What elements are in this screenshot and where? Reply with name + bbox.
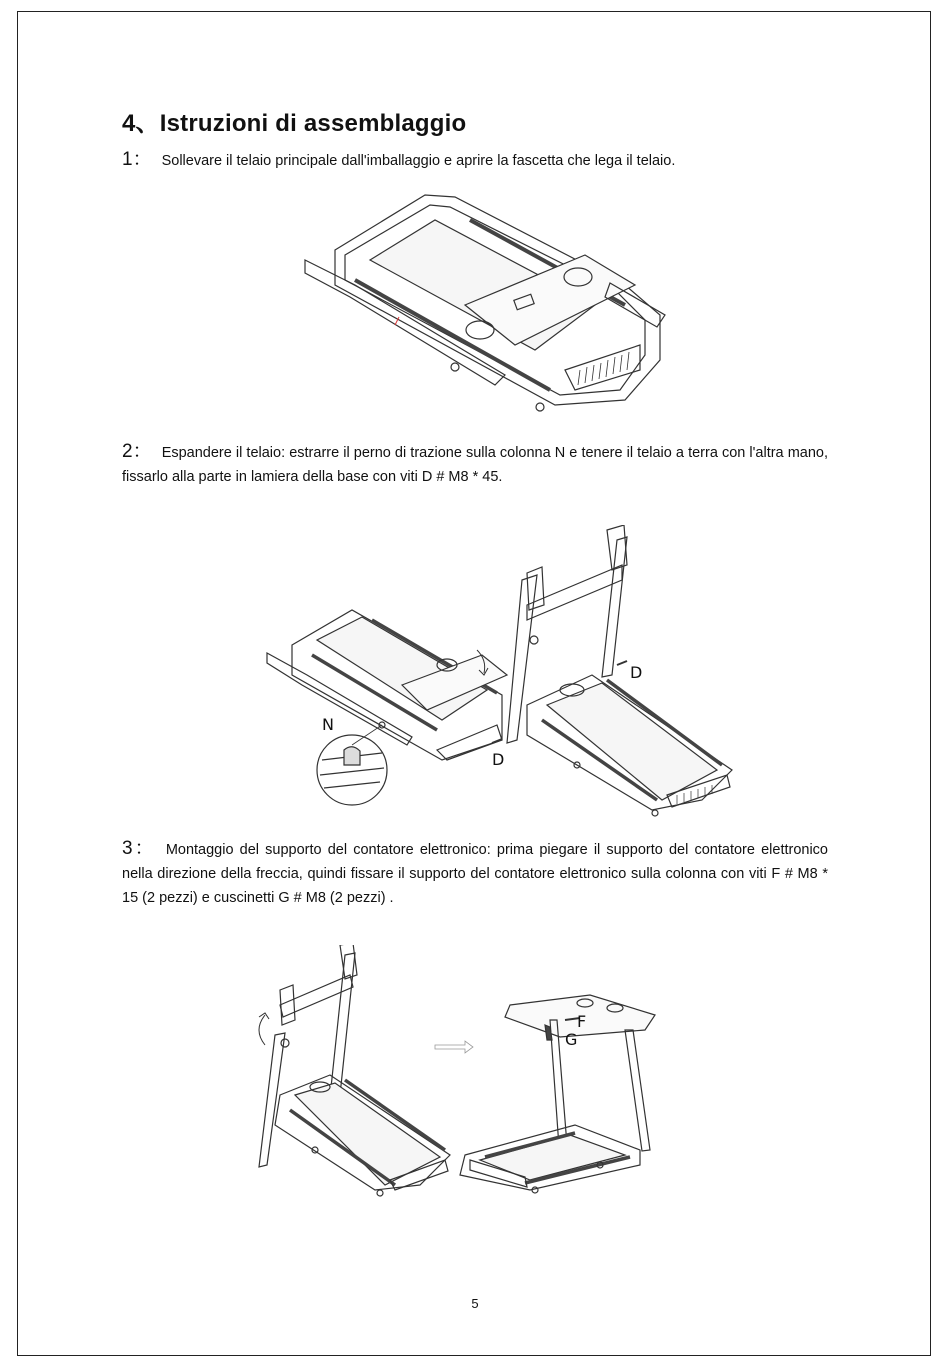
label-g: G xyxy=(565,1030,578,1049)
step-1-text: Sollevare il telaio principale dall'imballaggio e aprire la fascetta che lega il telaio. xyxy=(161,153,676,169)
page-number: 5 xyxy=(471,1296,479,1311)
page-title: 4、Istruzioni di assemblaggio xyxy=(122,110,467,137)
label-d-bottom: D xyxy=(492,750,505,769)
step-2-number: 2： xyxy=(122,441,152,462)
step-3-number: 3： xyxy=(122,838,156,859)
step-3 xyxy=(122,837,828,910)
label-n: N xyxy=(322,715,334,734)
label-f: F xyxy=(577,1012,587,1031)
figure-folded-treadmill xyxy=(295,185,675,420)
step-1-number: 1： xyxy=(122,149,152,170)
step-2 xyxy=(122,440,828,489)
step-2-text: Espandere il telaio: estrarre il perno di trazione sulla colonna N e tenere il telaio a terra con l'altra mano, fissarlo alla parte in lamiera della base con viti D # M8 * 45. xyxy=(122,445,828,485)
figure-unfolding-treadmill xyxy=(262,525,742,820)
label-d-top: D xyxy=(630,663,643,682)
step-3-text: Montaggio del supporto del contatore elettronico: prima piegare il supporto del contatore elettronico nella direzione della freccia, quindi fissare il supporto del contatore elettronico sulla colonna con viti F # M8 * 15 (2 pezzi) e cuscinetti G # M8 (2 pezzi) . xyxy=(122,842,828,906)
figure-console-mounting xyxy=(245,945,670,1200)
step-1 xyxy=(122,148,828,173)
